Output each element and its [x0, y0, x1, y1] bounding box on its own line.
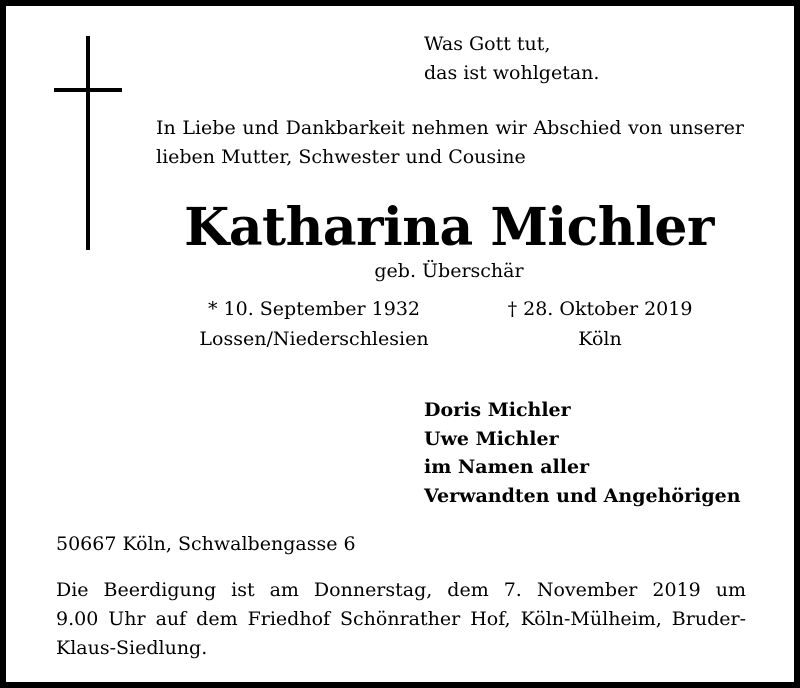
- family-address: 50667 Köln, Schwalbengasse 6: [56, 533, 356, 555]
- intro-line-1: In Liebe und Dankbarkeit nehmen wir Abschied von unserer: [156, 117, 744, 139]
- mourner-3: im Namen aller: [424, 456, 590, 478]
- birth-date: * 10. September 1932: [208, 298, 420, 320]
- verse-line-1: Was Gott tut,: [424, 33, 551, 55]
- funeral-info: [56, 576, 746, 663]
- mourners-list: [424, 396, 741, 510]
- mourner-2: Uwe Michler: [424, 427, 559, 450]
- funeral-line-3: Klaus-Siedlung.: [56, 637, 208, 659]
- funeral-line-2: 9.00 Uhr auf dem Friedhof Schönrather Hof, Köln-Mülheim, Bruder-: [56, 608, 746, 630]
- birth-info: [190, 294, 438, 354]
- verse-line-2: das ist wohlgetan.: [424, 62, 600, 84]
- cross-vertical-bar: [86, 36, 90, 250]
- mourner-4: Verwandten und Angehörigen: [424, 484, 741, 507]
- intro-text: [156, 114, 744, 172]
- intro-line-2: lieben Mutter, Schwester und Cousine: [156, 146, 526, 168]
- birth-place: Lossen/Niederschlesien: [199, 328, 429, 350]
- birth-name: geb. Überschär: [374, 260, 524, 282]
- death-info: [490, 294, 710, 354]
- bible-verse: [424, 30, 599, 88]
- death-date: † 28. Oktober 2019: [507, 298, 693, 320]
- deceased-name: Katharina Michler: [184, 197, 714, 258]
- death-place: Köln: [578, 328, 622, 350]
- cross-horizontal-bar: [54, 88, 122, 92]
- mourner-1: Doris Michler: [424, 399, 571, 421]
- funeral-line-1: Die Beerdigung ist am Donnerstag, dem 7. November 2019 um: [56, 579, 746, 601]
